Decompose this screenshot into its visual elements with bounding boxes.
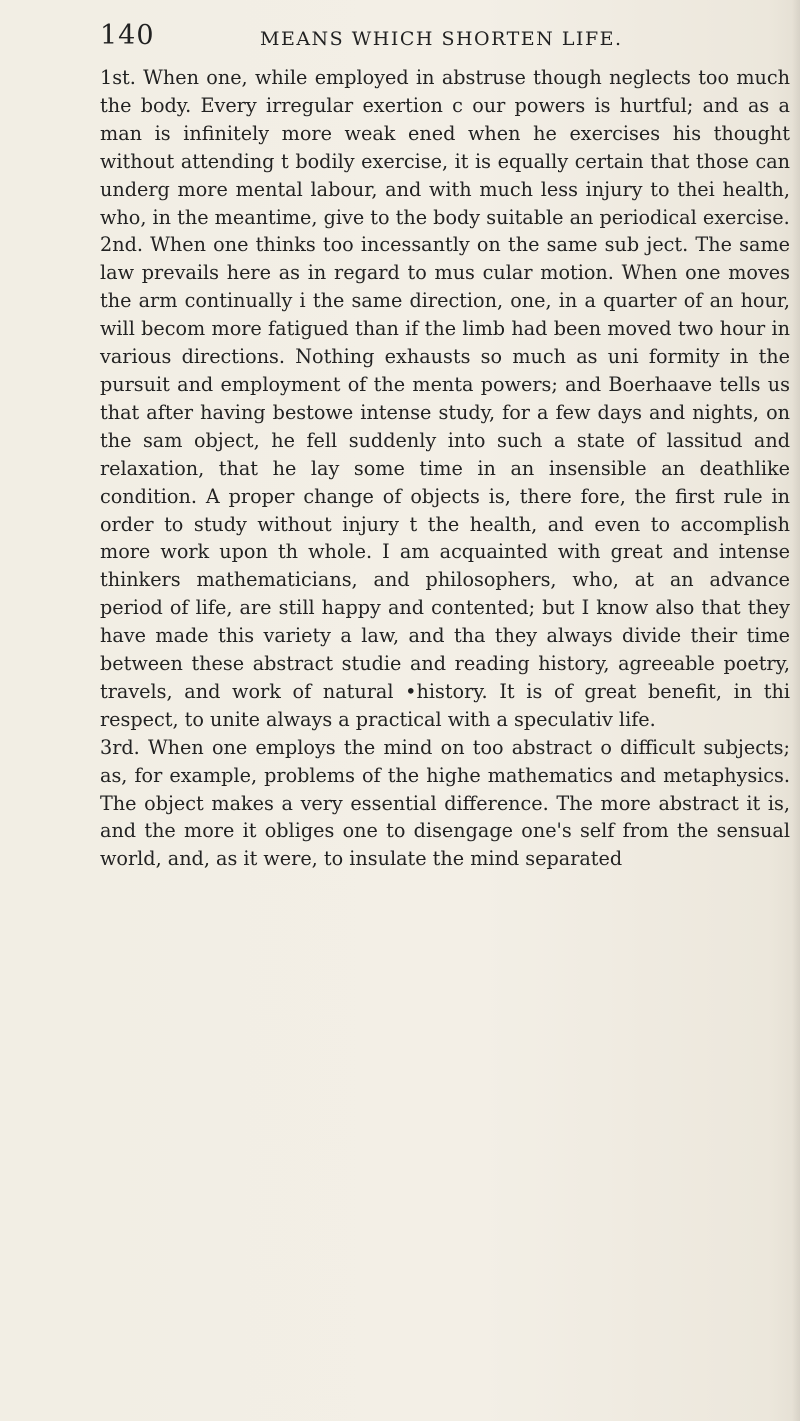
body-text	[100, 64, 790, 873]
paragraph-3rd: 3rd. When one employs the mind on too abstract o difficult subjects; as, for example, problems of the highe mathematics and metaphysics. The object makes a very essential difference. The more abstract it is, and the more it obliges one to disengage one's self from the sensual world, and, as it were, to insulate the mind separated	[100, 735, 790, 871]
page-number: 140	[100, 20, 155, 51]
paragraph-2nd: 2nd. When one thinks too incessantly on the same sub ject. The same law prevails here as in regard to mus cular motion. When one moves the arm continually i the same direction, one, in a quarter of an hour, will becom more fatigued than if the limb had been moved two hour in various directions. Nothing exhausts so much as uni formity in the pursuit and employment of the menta powers; and Boerhaave tells us that after having bestowe intense study, for a few days and nights, on the sam object, he fell suddenly into such a state of lassitud and relaxation, that he lay some time in an insensible an deathlike condition. A proper change of objects is, there fore, the first rule in order to study without injury t the health, and even to accomplish more work upon th whole. I am acquainted with great and intense thinkers mathematicians, and philosophers, who, at an advance period of life, are still happy and contented; but I know also that they have made this variety a law, and tha they always divide their time between these abstract studie and reading history, agreeable poetry, travels, and work of natural •history. It is of great benefit, in thi respect, to unite always a practical with a speculativ life.	[100, 233, 790, 731]
page-edge-shadow	[792, 0, 800, 1421]
running-head: MEANS WHICH SHORTEN LIFE.	[260, 28, 623, 50]
paragraph-1st: 1st. When one, while employed in abstruse though neglects too much the body. Every irregular exertion c our powers is hurtful; and as a man is infinitely more weak ened when he exercises his thought without attending t bodily exercise, it is equally certain that those can underg more mental labour, and with much less injury to thei health, who, in the meantime, give to the body suitable an periodical exercise.	[100, 66, 790, 229]
page-header	[100, 20, 780, 60]
